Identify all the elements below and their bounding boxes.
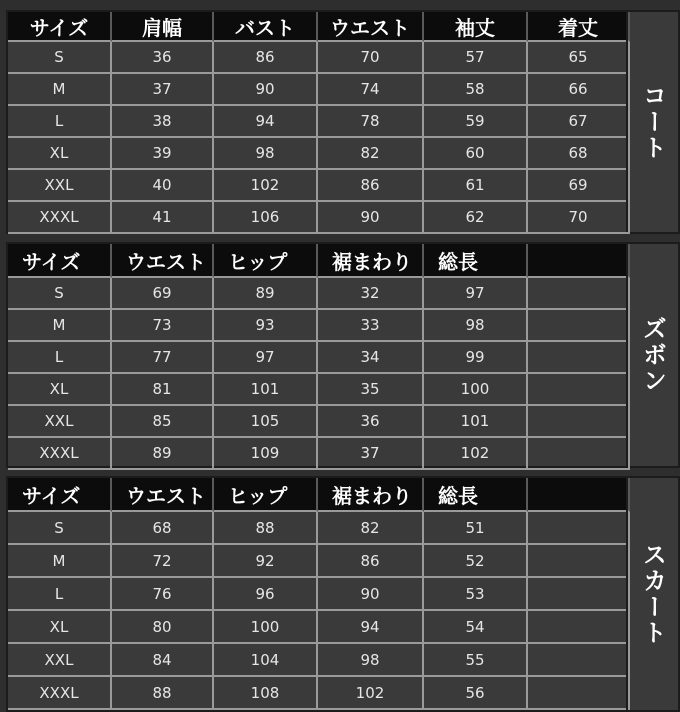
- coat-cell-r0-c1: 36: [112, 42, 214, 74]
- pants-cell-r2-c2: 97: [214, 342, 318, 374]
- skirt-cell-r4-c1: 84: [112, 644, 214, 677]
- skirt-cell-r1-c4: 52: [424, 545, 528, 578]
- pants-cell-r1-c3: 33: [318, 310, 424, 342]
- coat-cell-r3-c5: 68: [528, 138, 630, 170]
- pants-cell-r0-c2: 89: [214, 278, 318, 310]
- coat-cell-r3-c4: 60: [424, 138, 528, 170]
- pants-cell-r0-c3: 32: [318, 278, 424, 310]
- skirt-grid: [8, 478, 630, 710]
- coat-cell-r1-c5: 66: [528, 74, 630, 106]
- coat-size-table: [6, 10, 680, 234]
- skirt-cell-r0-c3: 82: [318, 512, 424, 545]
- skirt-cell-r3-c1: 80: [112, 611, 214, 644]
- pants-cell-r5-c1: 89: [112, 438, 214, 470]
- skirt-cell-r2-c1: 76: [112, 578, 214, 611]
- skirt-header-3: 裾まわり: [318, 478, 424, 512]
- pants-cell-r2-c1: 77: [112, 342, 214, 374]
- coat-cell-r2-c0: L: [8, 106, 112, 138]
- pants-cell-r5-c0: XXXL: [8, 438, 112, 470]
- skirt-cell-r1-c0: M: [8, 545, 112, 578]
- skirt-header-4: 総長: [424, 478, 528, 512]
- pants-cell-r2-c4: 99: [424, 342, 528, 374]
- coat-cell-r1-c4: 58: [424, 74, 528, 106]
- skirt-cell-r4-c0: XXL: [8, 644, 112, 677]
- pants-cell-r5-c3: 37: [318, 438, 424, 470]
- pants-cell-r0-c5: [528, 278, 630, 310]
- pants-header-4: 総長: [424, 244, 528, 278]
- pants-label: ズボン: [638, 316, 667, 394]
- pants-cell-r4-c1: 85: [112, 406, 214, 438]
- pants-cell-r1-c4: 98: [424, 310, 528, 342]
- pants-cell-r5-c2: 109: [214, 438, 318, 470]
- pants-header-1: ウエスト: [112, 244, 214, 278]
- pants-cell-r4-c5: [528, 406, 630, 438]
- skirt-cell-r4-c4: 55: [424, 644, 528, 677]
- coat-cell-r5-c5: 70: [528, 202, 630, 234]
- pants-cell-r3-c3: 35: [318, 374, 424, 406]
- skirt-cell-r1-c5: [528, 545, 630, 578]
- skirt-cell-r3-c3: 94: [318, 611, 424, 644]
- coat-cell-r4-c1: 40: [112, 170, 214, 202]
- coat-cell-r5-c1: 41: [112, 202, 214, 234]
- coat-cell-r1-c1: 37: [112, 74, 214, 106]
- skirt-cell-r5-c4: 56: [424, 677, 528, 710]
- skirt-cell-r5-c5: [528, 677, 630, 710]
- pants-cell-r4-c4: 101: [424, 406, 528, 438]
- coat-cell-r1-c2: 90: [214, 74, 318, 106]
- skirt-label: スカート: [638, 542, 667, 646]
- pants-cell-r0-c1: 69: [112, 278, 214, 310]
- pants-cell-r4-c0: XXL: [8, 406, 112, 438]
- coat-cell-r2-c5: 67: [528, 106, 630, 138]
- skirt-cell-r1-c1: 72: [112, 545, 214, 578]
- coat-header-5: 着丈: [528, 12, 630, 42]
- coat-cell-r1-c0: M: [8, 74, 112, 106]
- skirt-cell-r3-c5: [528, 611, 630, 644]
- pants-cell-r5-c4: 102: [424, 438, 528, 470]
- pants-header-2: ヒップ: [214, 244, 318, 278]
- skirt-cell-r0-c4: 51: [424, 512, 528, 545]
- coat-header-1: 肩幅: [112, 12, 214, 42]
- skirt-cell-r1-c3: 86: [318, 545, 424, 578]
- coat-cell-r3-c3: 82: [318, 138, 424, 170]
- coat-cell-r4-c0: XXL: [8, 170, 112, 202]
- pants-cell-r3-c5: [528, 374, 630, 406]
- coat-cell-r3-c1: 39: [112, 138, 214, 170]
- coat-side-label: [626, 12, 678, 232]
- pants-cell-r1-c0: M: [8, 310, 112, 342]
- skirt-cell-r4-c5: [528, 644, 630, 677]
- skirt-cell-r4-c3: 98: [318, 644, 424, 677]
- coat-cell-r5-c3: 90: [318, 202, 424, 234]
- pants-header-0: サイズ: [8, 244, 112, 278]
- pants-cell-r3-c2: 101: [214, 374, 318, 406]
- coat-cell-r5-c4: 62: [424, 202, 528, 234]
- skirt-header-5: [528, 478, 630, 512]
- coat-cell-r1-c3: 74: [318, 74, 424, 106]
- pants-cell-r3-c0: XL: [8, 374, 112, 406]
- coat-cell-r0-c4: 57: [424, 42, 528, 74]
- pants-cell-r3-c1: 81: [112, 374, 214, 406]
- skirt-cell-r2-c5: [528, 578, 630, 611]
- skirt-cell-r0-c5: [528, 512, 630, 545]
- coat-cell-r4-c4: 61: [424, 170, 528, 202]
- skirt-cell-r2-c2: 96: [214, 578, 318, 611]
- pants-header-5: [528, 244, 630, 278]
- coat-cell-r5-c2: 106: [214, 202, 318, 234]
- skirt-cell-r3-c0: XL: [8, 611, 112, 644]
- skirt-cell-r2-c4: 53: [424, 578, 528, 611]
- coat-cell-r3-c2: 98: [214, 138, 318, 170]
- coat-cell-r2-c4: 59: [424, 106, 528, 138]
- coat-header-3: ウエスト: [318, 12, 424, 42]
- coat-cell-r5-c0: XXXL: [8, 202, 112, 234]
- skirt-cell-r5-c1: 88: [112, 677, 214, 710]
- coat-header-0: サイズ: [8, 12, 112, 42]
- pants-cell-r4-c2: 105: [214, 406, 318, 438]
- skirt-cell-r3-c2: 100: [214, 611, 318, 644]
- pants-cell-r3-c4: 100: [424, 374, 528, 406]
- coat-grid: [8, 12, 630, 234]
- pants-cell-r1-c1: 73: [112, 310, 214, 342]
- skirt-header-1: ウエスト: [112, 478, 214, 512]
- skirt-size-table: [6, 476, 680, 712]
- coat-cell-r4-c3: 86: [318, 170, 424, 202]
- skirt-cell-r5-c3: 102: [318, 677, 424, 710]
- coat-header-2: バスト: [214, 12, 318, 42]
- pants-cell-r2-c3: 34: [318, 342, 424, 374]
- pants-cell-r0-c4: 97: [424, 278, 528, 310]
- skirt-cell-r4-c2: 104: [214, 644, 318, 677]
- coat-cell-r0-c0: S: [8, 42, 112, 74]
- pants-cell-r1-c5: [528, 310, 630, 342]
- skirt-header-2: ヒップ: [214, 478, 318, 512]
- skirt-cell-r5-c2: 108: [214, 677, 318, 710]
- pants-size-table: [6, 242, 680, 468]
- skirt-cell-r5-c0: XXXL: [8, 677, 112, 710]
- coat-cell-r0-c3: 70: [318, 42, 424, 74]
- skirt-cell-r3-c4: 54: [424, 611, 528, 644]
- skirt-cell-r2-c3: 90: [318, 578, 424, 611]
- coat-cell-r4-c5: 69: [528, 170, 630, 202]
- pants-cell-r0-c0: S: [8, 278, 112, 310]
- skirt-header-0: サイズ: [8, 478, 112, 512]
- skirt-cell-r0-c1: 68: [112, 512, 214, 545]
- pants-cell-r1-c2: 93: [214, 310, 318, 342]
- pants-header-3: 裾まわり: [318, 244, 424, 278]
- coat-header-4: 袖丈: [424, 12, 528, 42]
- skirt-cell-r1-c2: 92: [214, 545, 318, 578]
- pants-cell-r4-c3: 36: [318, 406, 424, 438]
- skirt-cell-r0-c0: S: [8, 512, 112, 545]
- coat-cell-r4-c2: 102: [214, 170, 318, 202]
- skirt-side-label: [626, 478, 678, 710]
- coat-label: コート: [638, 83, 667, 161]
- pants-cell-r2-c5: [528, 342, 630, 374]
- coat-cell-r0-c5: 65: [528, 42, 630, 74]
- pants-side-label: [626, 244, 678, 466]
- pants-cell-r2-c0: L: [8, 342, 112, 374]
- coat-cell-r2-c3: 78: [318, 106, 424, 138]
- coat-cell-r0-c2: 86: [214, 42, 318, 74]
- pants-cell-r5-c5: [528, 438, 630, 470]
- skirt-cell-r2-c0: L: [8, 578, 112, 611]
- pants-grid: [8, 244, 630, 470]
- coat-cell-r2-c2: 94: [214, 106, 318, 138]
- coat-cell-r3-c0: XL: [8, 138, 112, 170]
- coat-cell-r2-c1: 38: [112, 106, 214, 138]
- skirt-cell-r0-c2: 88: [214, 512, 318, 545]
